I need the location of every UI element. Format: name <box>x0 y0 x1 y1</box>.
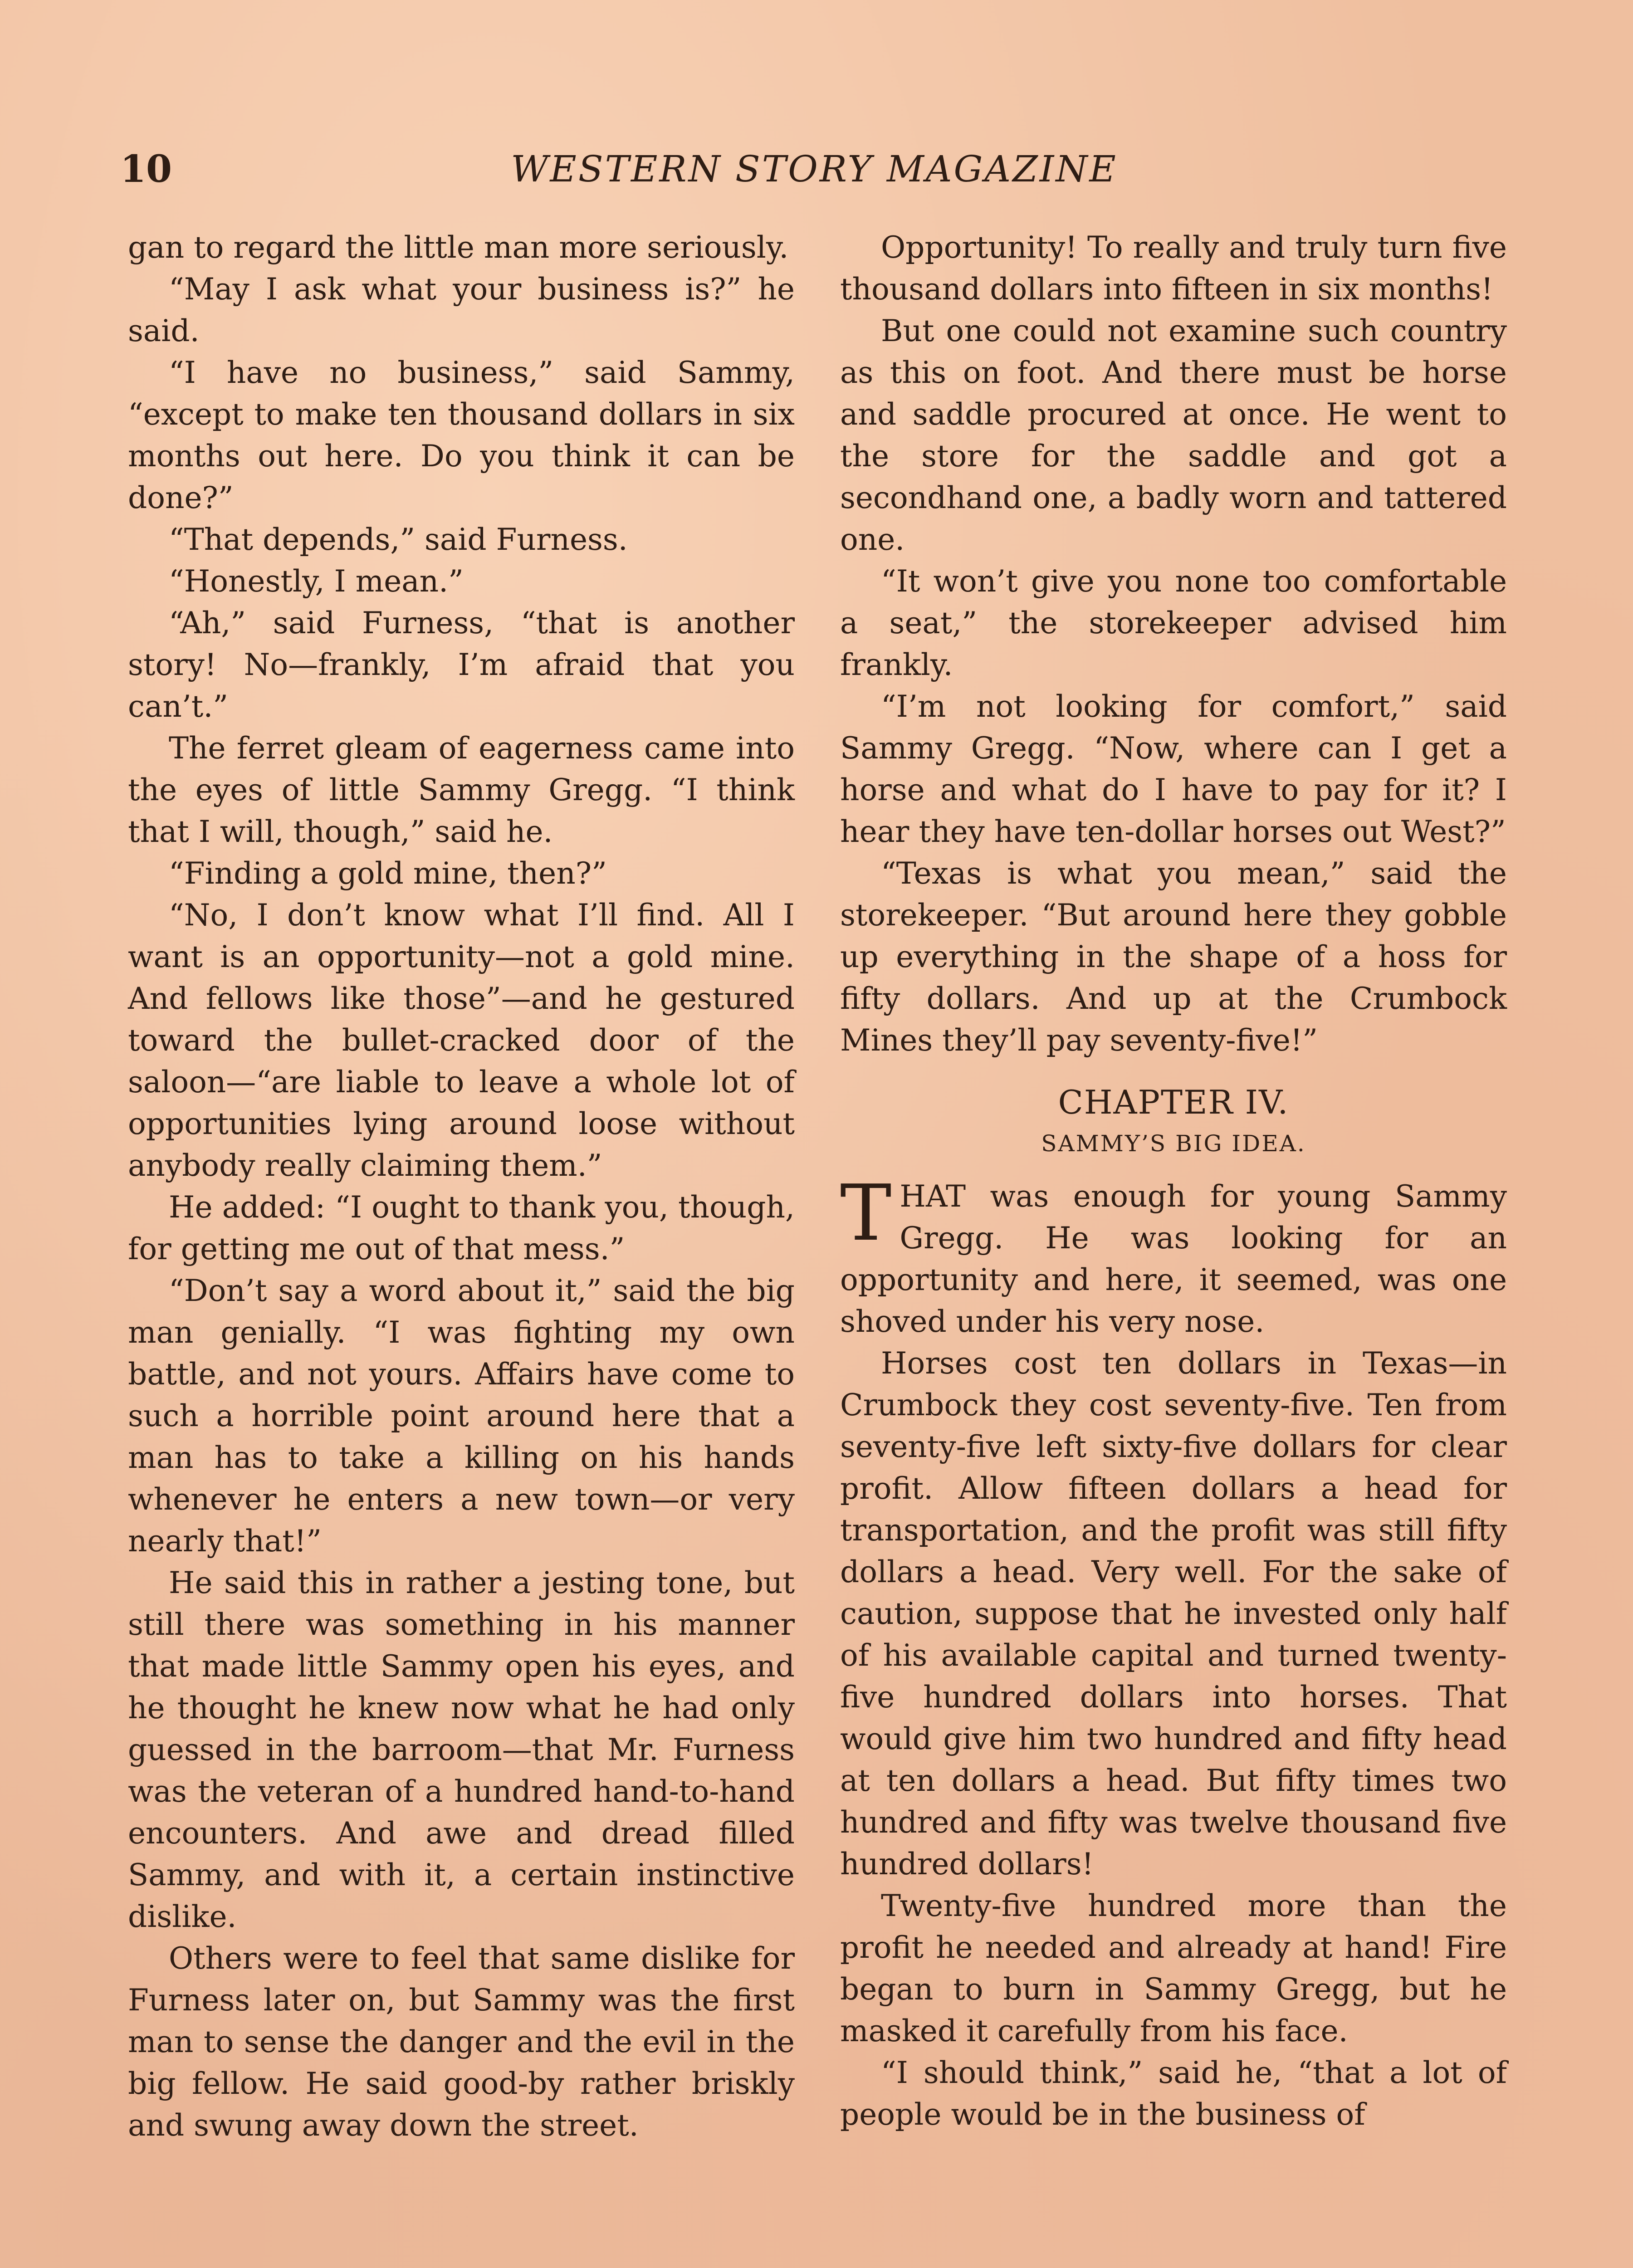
paragraph: “May I ask what your business is?” he said. <box>128 272 795 348</box>
paragraph: “Texas is what you mean,” said the storekeeper. “But around here they gobble up everything in the shape of a hoss for fifty dollars. And up at the Crumbock Mines they’ll pay seventy-five!” <box>840 856 1507 1058</box>
page-header <box>120 144 1508 194</box>
paragraph: “Don’t say a word about it,” said the big man genially. “I was fighting my own battle, and not yours. Affairs have come to such a horrible point around here that a man has to take a killing on his hands whenever he enters a new town—or very nearly that!” <box>128 1273 795 1559</box>
magazine-title: WESTERN STORY MAGAZINE <box>511 148 1118 190</box>
paragraph: Horses cost ten dollars in Texas—in Crumbock they cost seventy-five. Ten from seventy-five left sixty-five dollars for clear profit. Allow fifteen dollars a head for transportation, and the profit was still fifty dollars a head. Very well. For the sake of caution, suppose that he invested only half of his available capital and turned twenty-five hundred dollars into horses. That would give him two hundred and fifty head at ten dollars a head. But fifty times two hundred and fifty was twelve thousand five hundred dollars! <box>840 1346 1507 1882</box>
paragraph: gan to regard the little man more seriously. <box>128 230 789 265</box>
chapter-subtitle: SAMMY’S BIG IDEA. <box>1041 1130 1306 1157</box>
paragraph: “No, I don’t know what I’ll find. All I want is an opportunity—not a gold mine. And fellows like those”—and he gestured toward the bullet-cracked door of the saloon—“are liable to leave a whole lot of opportunities lying around loose without anybody really claiming them.” <box>128 898 795 1183</box>
paragraph: “I’m not looking for comfort,” said Sammy Gregg. “Now, where can I get a horse and what do I have to pay for it? I hear they have ten-dollar horses out West?” <box>840 689 1507 849</box>
paragraph: “It won’t give you none too comfortable a seat,” the storekeeper advised him frankly. <box>840 564 1507 682</box>
right-column <box>840 227 1507 2136</box>
chapter-opening-paragraph <box>840 1168 1507 1343</box>
paragraph: But one could not examine such country as this on foot. And there must be horse and saddle procured at once. He went to the store for the saddle and got a secondhand one, a badly worn and tattered one. <box>840 313 1507 557</box>
paragraph-text: HAT was enough for young Sammy Gregg. He was looking for an opportunity and here, it seemed, was one shoved under his very nose. <box>840 1179 1507 1339</box>
paragraph: “I should think,” said he, “that a lot of people would be in the business of <box>840 2055 1507 2132</box>
paragraph: “Finding a gold mine, then?” <box>169 856 607 891</box>
page-number: 10 <box>120 147 172 191</box>
paragraph: The ferret gleam of eagerness came into the eyes of little Sammy Gregg. “I think that I will, though,” said he. <box>128 731 795 849</box>
paragraph: Twenty-five hundred more than the profit he needed and already at hand! Fire began to burn in Sammy Gregg, but he masked it carefully from his face. <box>840 1888 1507 2048</box>
paragraph: He added: “I ought to thank you, though, for getting me out of that mess.” <box>128 1190 795 1266</box>
paragraph: He said this in rather a jesting tone, but still there was something in his manner that made little Sammy open his eyes, and he thought he knew now what he had only guessed in the barroom—that Mr. Furness was the veteran of a hundred hand-to-hand encounters. And awe and dread filled Sammy, and with it, a certain instinctive dislike. <box>128 1565 795 1934</box>
paragraph: “That depends,” said Furness. <box>169 522 628 557</box>
paragraph: Others were to feel that same dislike for Furness later on, but Sammy was the first man to sense the danger and the evil in the big fellow. He said good-by rather briskly and swung away down the street. <box>128 1941 795 2143</box>
left-column <box>128 227 795 2146</box>
paragraph: “I have no business,” said Sammy, “except to make ten thousand dollars in six months out here. Do you think it can be done?” <box>128 355 795 515</box>
paragraph: “Ah,” said Furness, “that is another story! No—frankly, I’m afraid that you can’t.” <box>128 606 795 724</box>
drop-cap: T <box>840 1168 892 1258</box>
paragraph: “Honestly, I mean.” <box>169 564 464 599</box>
paragraph: Opportunity! To really and truly turn five thousand dollars into fifteen in six months! <box>840 230 1507 307</box>
chapter-title: CHAPTER IV. <box>1058 1083 1289 1121</box>
